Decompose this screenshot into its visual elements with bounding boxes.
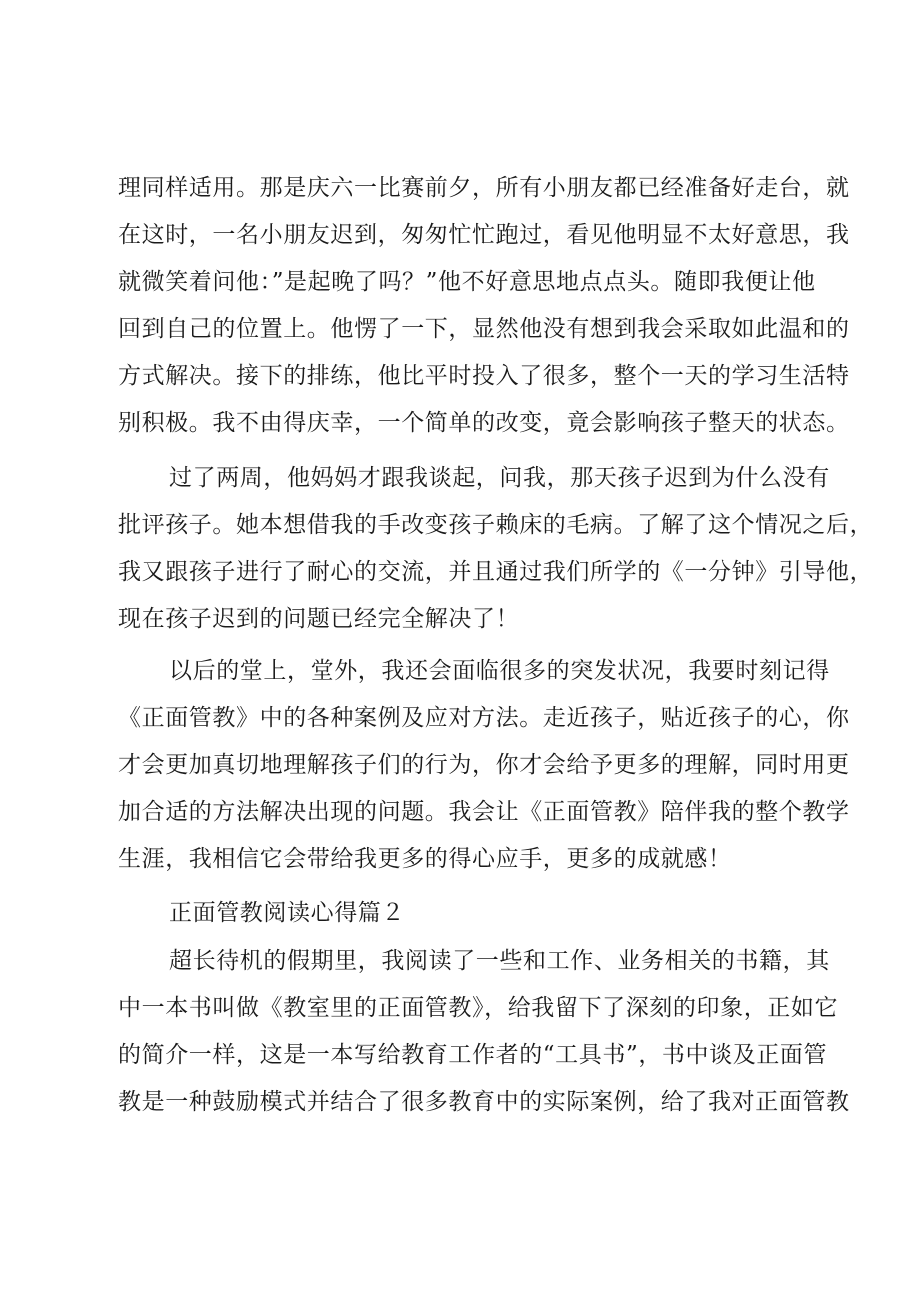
text-line: 理同样适用。那是庆六一比赛前夕，所有小朋友都已经准备好走台，就 bbox=[118, 175, 850, 201]
text-line: 超长待机的假期里，我阅读了一些和工作、业务相关的书籍，其 bbox=[169, 948, 830, 974]
text-line: 生涯，我相信它会带给我更多的得心应手，更多的成就感！ bbox=[118, 846, 732, 872]
text-line: 就微笑着问他：”是起晚了吗？”他不好意思地点点头。随即我便让他 bbox=[118, 269, 816, 295]
text-line: 回到自己的位置上。他愣了一下，显然他没有想到我会采取如此温和的 bbox=[118, 316, 850, 342]
text-line: 加合适的方法解决出现的问题。我会让《正面管教》陪伴我的整个教学 bbox=[118, 799, 850, 825]
text-line: 别积极。我不由得庆幸，一个简单的改变，竟会影响孩子整天的状态。 bbox=[118, 410, 850, 436]
text-line: 在这时，一名小朋友迟到，匆匆忙忙跑过，看见他明显不太好意思，我 bbox=[118, 222, 850, 248]
text-line: 方式解决。接下的排练，他比平时投入了很多，整个一天的学习生活特 bbox=[118, 363, 850, 389]
text-line: 以后的堂上，堂外，我还会面临很多的突发状况，我要时刻记得 bbox=[169, 658, 830, 684]
paragraph-1 bbox=[118, 165, 850, 447]
text-line: 《正面管教》中的各种案例及应对方法。走近孩子，贴近孩子的心，你 bbox=[118, 705, 850, 731]
text-line: 才会更加真切地理解孩子们的行为，你才会给予更多的理解，同时用更 bbox=[118, 752, 850, 778]
text-line: 现在孩子迟到的问题已经完全解决了！ bbox=[118, 606, 520, 632]
text-line: 过了两周，他妈妈才跟我谈起，问我，那天孩子迟到为什么没有 bbox=[169, 465, 830, 491]
section-heading: 正面管教阅读心得篇２ bbox=[169, 900, 405, 926]
text-line: 的简介一样，这是一本写给教育工作者的“工具书”，书中谈及正面管 bbox=[118, 1042, 828, 1068]
text-line: 批评孩子。她本想借我的手改变孩子赖床的毛病。了解了这个情况之后， bbox=[118, 512, 874, 538]
paragraph-4 bbox=[118, 938, 850, 1126]
paragraph-3 bbox=[118, 648, 850, 883]
paragraph-2 bbox=[118, 455, 874, 643]
text-line: 我又跟孩子进行了耐心的交流，并且通过我们所学的《一分钟》引导他， bbox=[118, 559, 874, 585]
text-line: 中一本书叫做《教室里的正面管教》，给我留下了深刻的印象，正如它 bbox=[118, 995, 839, 1021]
text-line: 教是一种鼓励模式并结合了很多教育中的实际案例，给了我对正面管教 bbox=[118, 1089, 850, 1115]
